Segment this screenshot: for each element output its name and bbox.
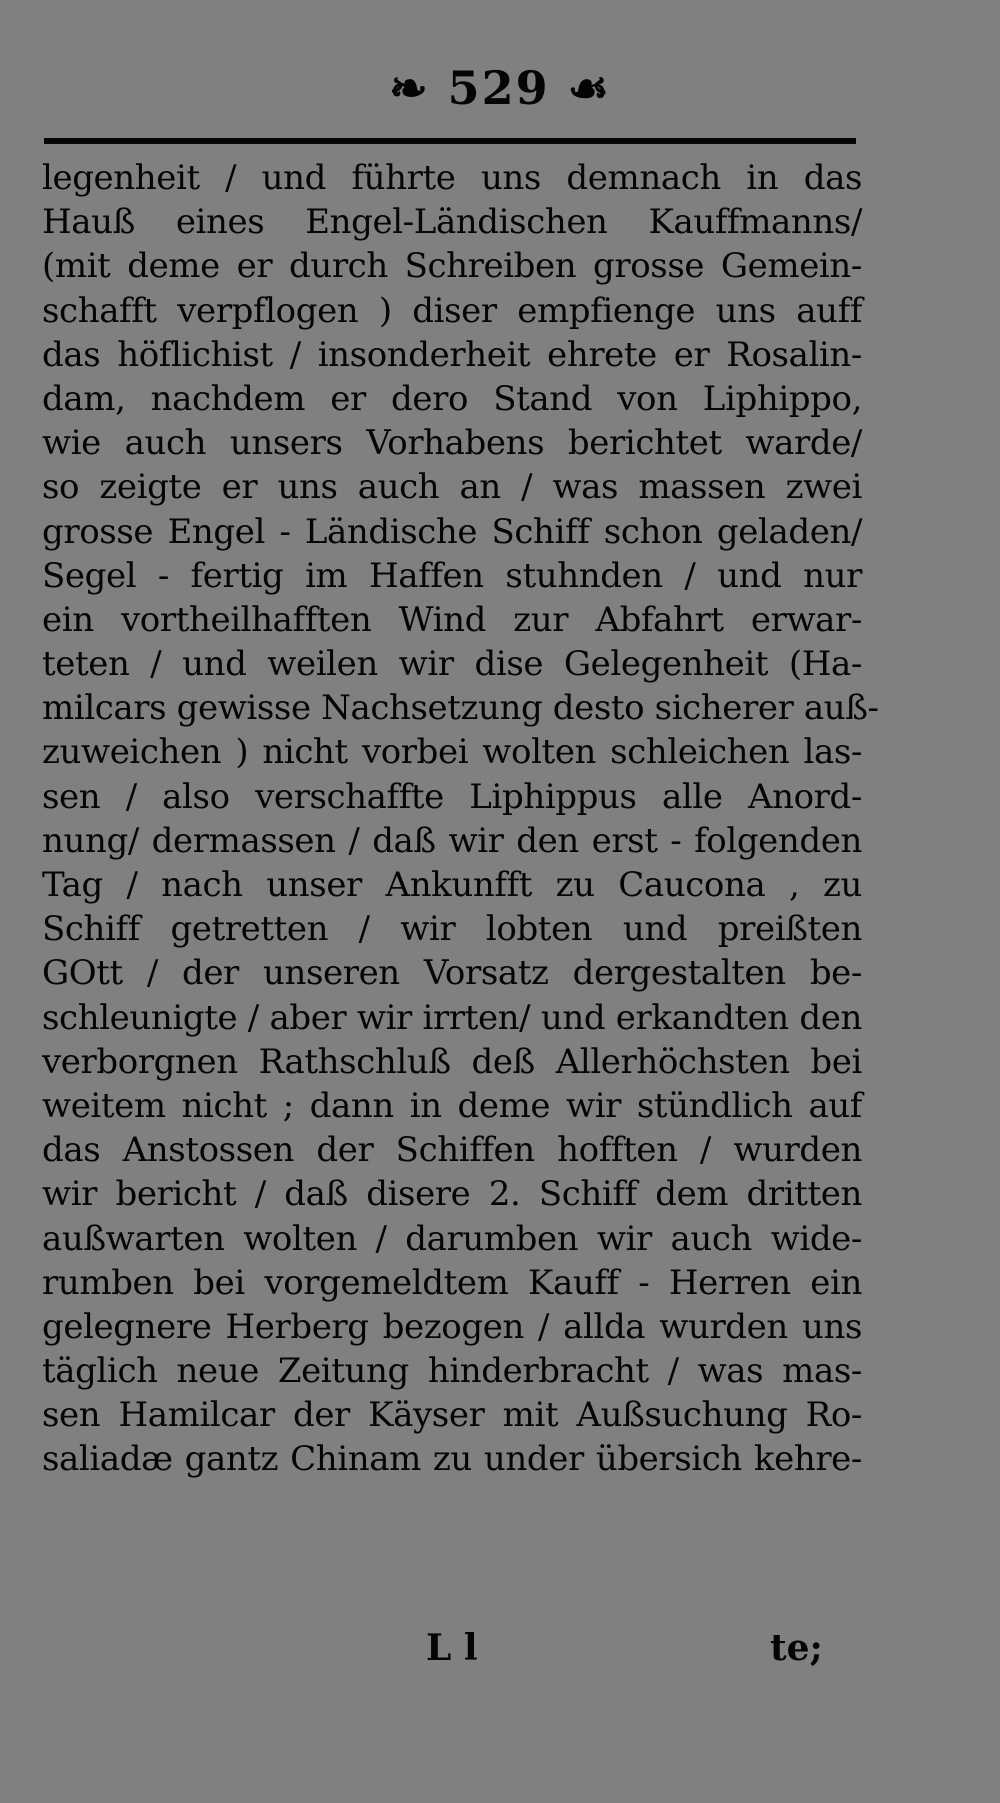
text-line: milcars gewisse Nachsetzung desto sicherer auß- — [42, 688, 879, 729]
text-line: sen Hamilcar der Käyser mit Außsuchung Ro- — [42, 1395, 862, 1436]
ornament-right-icon: ☙ — [567, 61, 611, 115]
text-line: so zeigte er uns auch an / was massen zwei — [42, 467, 862, 508]
catchword: te; — [770, 1627, 823, 1669]
text-line: teten / und weilen wir dise Gelegenheit (Ha- — [42, 644, 862, 685]
text-line: Hauß eines Engel-Ländischen Kauffmanns/ — [42, 202, 862, 243]
text-line: Tag / nach unser Ankunfft zu Caucona , zu — [42, 865, 862, 905]
header-rule — [44, 138, 856, 144]
page-number: 529 — [447, 61, 550, 115]
text-line: legenheit / und führte uns demnach in das — [42, 158, 862, 198]
text-line: schleunigte / aber wir irrten/ und erkandten den — [42, 997, 862, 1038]
text-line: Schiff getretten / wir lobten und preißten — [42, 909, 862, 950]
body-text — [42, 156, 879, 1482]
text-line: Segel - fertig im Haffen stuhnden / und nur — [42, 555, 862, 596]
ornament-left-icon: ❧ — [389, 61, 430, 115]
text-line: gelegnere Herberg bezogen / allda wurden uns — [42, 1306, 862, 1347]
text-line: saliadæ gantz Chinam zu under übersich kehre- — [42, 1439, 862, 1480]
signature-mark: L l — [426, 1627, 478, 1669]
text-line: schafft verpflogen ) diser empfienge uns auff — [42, 290, 862, 331]
text-line: das Anstossen der Schiffen hofften / wurden — [42, 1130, 862, 1171]
text-line: GOtt / der unseren Vorsatz dergestalten be- — [42, 953, 862, 994]
text-line: weitem nicht ; dann in deme wir stündlich auf — [42, 1085, 862, 1126]
text-line: außwarten wolten / darumben wir auch wide- — [42, 1218, 862, 1259]
text-line: sen / also verschaffte Liphippus alle Anord- — [42, 776, 862, 817]
text-line: grosse Engel - Ländische Schiff schon geladen/ — [42, 511, 862, 552]
text-line: täglich neue Zeitung hinderbracht / was mas- — [42, 1351, 862, 1392]
text-line: das höflichist / insonderheit ehrete er Rosalin- — [42, 334, 862, 375]
text-line: rumben bei vorgemeldtem Kauff - Herren ein — [42, 1262, 862, 1303]
page-footer — [0, 1623, 1000, 1673]
page-header — [0, 58, 1000, 118]
text-line: dam, nachdem er dero Stand von Liphippo, — [42, 378, 862, 419]
text-line: zuweichen ) nicht vorbei wolten schleichen las- — [42, 732, 862, 773]
text-line: nung/ dermassen / daß wir den erst - folgenden — [42, 820, 862, 861]
text-line: (mit deme er durch Schreiben grosse Gemein- — [42, 246, 862, 287]
text-line: wir bericht / daß disere 2. Schiff dem dritten — [42, 1174, 862, 1215]
text-line: ein vortheilhafften Wind zur Abfahrt erwar- — [42, 599, 862, 640]
text-line: verborgnen Rathschluß deß Allerhöchsten bei — [42, 1041, 862, 1082]
text-line: wie auch unsers Vorhabens berichtet warde/ — [42, 423, 862, 464]
